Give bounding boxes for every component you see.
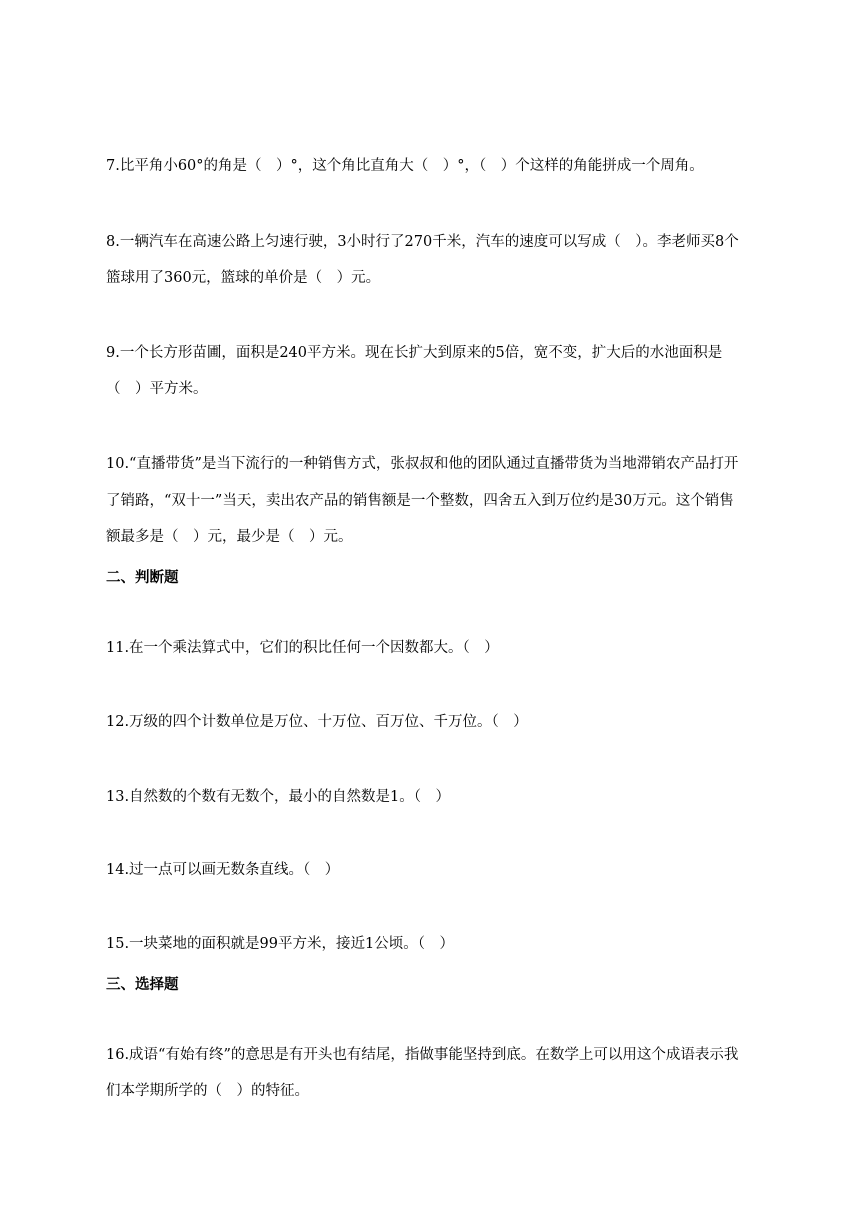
question-11: 11.在一个乘法算式中，它们的积比任何一个因数都大。（ ） (106, 640, 499, 656)
question-10-line-1: 10.“直播带货”是当下流行的一种销售方式，张叔叔和他的团队通过直播带货为当地滞销农产品打开 (106, 456, 739, 472)
question-16-line-2: 们本学期所学的（ ）的特征。 (106, 1083, 309, 1099)
section-heading-multiple-choice: 三、选择题 (106, 977, 179, 993)
question-9-line-1: 9.一个长方形苗圃，面积是240平方米。现在长扩大到原来的5倍，宽不变，扩大后的水池面积是 (106, 345, 723, 361)
question-8-line-2: 篮球用了360元，篮球的单价是（ ）元。 (106, 270, 381, 286)
question-10-line-3: 额最多是（ ）元，最少是（ ）元。 (106, 529, 353, 545)
section-heading-judgement: 二、判断题 (106, 570, 179, 586)
question-8-line-1: 8.一辆汽车在高速公路上匀速行驶，3小时行了270千米，汽车的速度可以写成（ ）。李老师买8个 (106, 234, 739, 250)
question-9-line-2: （ ）平方米。 (106, 381, 208, 397)
question-13: 13.自然数的个数有无数个，最小的自然数是1。（ ） (106, 789, 451, 805)
question-16-line-1: 16.成语“有始有终”的意思是有开头也有结尾，指做事能坚持到底。在数学上可以用这个成语表示我 (106, 1047, 739, 1063)
question-14: 14.过一点可以画无数条直线。（ ） (106, 862, 340, 878)
question-10-line-2: 了销路，“双十一”当天，卖出农产品的销售额是一个整数，四舍五入到万位约是30万元。这个销售 (106, 493, 734, 509)
question-15: 15.一块菜地的面积就是99平方米，接近1公顷。（ ） (106, 936, 454, 952)
question-7: 7.比平角小60°的角是（ ）°，这个角比直角大（ ）°，（ ）个这样的角能拼成一个周角。 (106, 158, 704, 174)
question-12: 12.万级的四个计数单位是万位、十万位、百万位、千万位。（ ） (106, 714, 528, 730)
